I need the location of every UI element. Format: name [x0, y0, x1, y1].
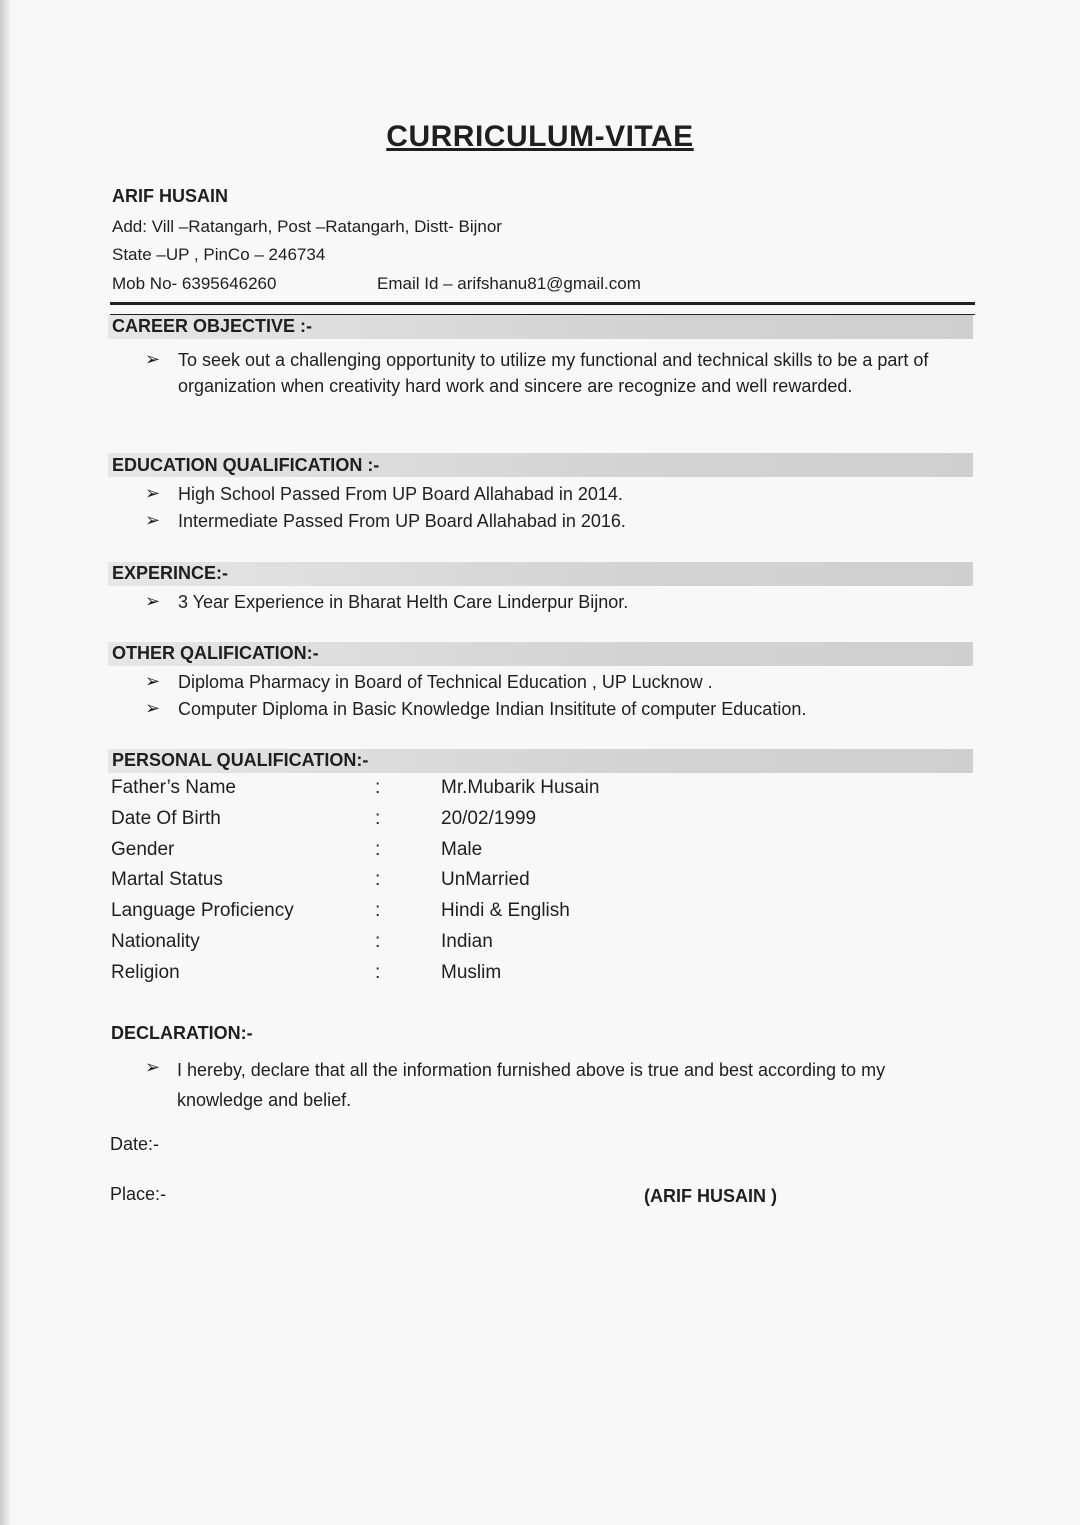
signature-name: (ARIF HUSAIN )	[644, 1186, 777, 1206]
document-title: CURRICULUM-VITAE	[386, 120, 694, 153]
row-separator: :	[375, 869, 381, 890]
nationality-value: Indian	[441, 931, 493, 952]
row-separator: :	[375, 808, 381, 829]
mobile-number: Mob No- 6395646260	[112, 274, 277, 293]
scan-edge-shadow	[0, 0, 10, 1525]
place-label: Place:-	[110, 1184, 167, 1204]
date-label: Date:-	[110, 1134, 160, 1154]
candidate-name: ARIF HUSAIN	[112, 186, 228, 206]
row-separator: :	[375, 900, 381, 921]
education-item: High School Passed From UP Board Allahabad in 2014.	[178, 484, 623, 504]
declaration-text: I hereby, declare that all the information furnished above is true and best according to my knowledge and belief.	[177, 1060, 886, 1110]
bullet-arrow-icon: ➢	[145, 483, 161, 503]
fathers-name-value: Mr.Mubarik Husain	[441, 777, 600, 798]
gender-value: Male	[441, 839, 483, 860]
fathers-name-label: Father’s Name	[111, 777, 236, 798]
language-value: Hindi & English	[441, 900, 570, 921]
row-separator: :	[375, 839, 381, 860]
experience-section-title: EXPERINCE:-	[112, 563, 229, 583]
experience-item: 3 Year Experience in Bharat Helth Care Linderpur Bijnor.	[178, 592, 629, 612]
row-separator: :	[375, 777, 381, 798]
bullet-arrow-icon: ➢	[145, 1057, 161, 1077]
dob-value: 20/02/1999	[441, 808, 537, 829]
nationality-label: Nationality	[111, 931, 200, 952]
marital-status-label: Martal Status	[111, 869, 223, 890]
bullet-arrow-icon: ➢	[145, 510, 161, 530]
career-objective-text: To seek out a challenging opportunity to utilize my functional and technical skills to be a part of organization when creativity hard work and sincere are recognize and well rewarded.	[178, 350, 929, 396]
address-line-2: State –UP , PinCo – 246734	[112, 245, 326, 264]
address-line-1: Add: Vill –Ratangarh, Post –Ratangarh, Distt- Bijnor	[112, 217, 502, 236]
row-separator: :	[375, 931, 381, 952]
other-qualification-item: Computer Diploma in Basic Knowledge Indian Insititute of computer Education.	[178, 699, 807, 719]
bullet-arrow-icon: ➢	[145, 698, 161, 718]
language-label: Language Proficiency	[111, 900, 294, 921]
education-section-title: EDUCATION QUALIFICATION :-	[112, 455, 380, 475]
bullet-arrow-icon: ➢	[145, 349, 161, 369]
education-item: Intermediate Passed From UP Board Allahabad in 2016.	[178, 511, 626, 531]
row-separator: :	[375, 962, 381, 983]
marital-status-value: UnMarried	[441, 869, 530, 890]
bullet-arrow-icon: ➢	[145, 671, 161, 691]
experience-section-bar	[108, 562, 973, 586]
dob-label: Date Of Birth	[111, 808, 221, 829]
religion-label: Religion	[111, 962, 180, 983]
other-section-title: OTHER QALIFICATION:-	[112, 643, 319, 663]
header-divider	[110, 302, 975, 315]
bullet-arrow-icon: ➢	[145, 591, 161, 611]
email-address: Email Id – arifshanu81@gmail.com	[377, 274, 641, 293]
religion-value: Muslim	[441, 962, 502, 983]
gender-label: Gender	[111, 839, 175, 860]
career-section-title: CAREER OBJECTIVE :-	[112, 316, 313, 336]
other-qualification-item: Diploma Pharmacy in Board of Technical Education , UP Lucknow .	[178, 672, 713, 692]
personal-section-title: PERSONAL QUALIFICATION:-	[112, 750, 369, 770]
declaration-title: DECLARATION:-	[111, 1023, 253, 1043]
